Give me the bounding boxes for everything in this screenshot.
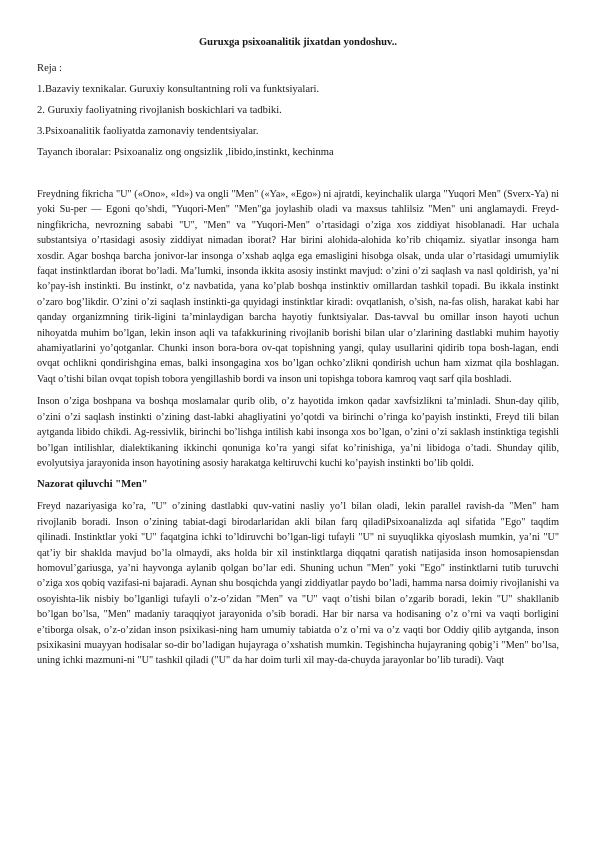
document-page <box>37 36 559 676</box>
plan-item-1: 1.Bazaviy texnikalar. Guruxiy konsultantning roli va funktsiyalari. <box>37 84 320 95</box>
body-paragraph-1: Freydning fikricha "U" («Ono», «Id») va ongli "Men" («Ya», «Ego») ni ajratdi, keyinchalik ularga "Yuqori Men" (Sverx-Ya) ni yoki Su-per — Egoni qo’shdi, "Yuqori-Men" "Men"ga joylashib oladi va maxsus tahlilsiz "Men" uni anglamaydi. Freyd-ningfikricha, nevrozning sababi "U", "Men" va "Yuqori-Men" o’rtasidagi o’ziga xos ziddiyat hisoblanadi. Har uchala substantsiya o’rtasidagi asosiy ziddiyat nimadan iborat? Har birini alohida-alohida ko’rib chiqamiz. siyatlar insonga ham xosdir. Agar boshqa barcha jonivor-lar insonga o’xshab aqlga ega emasligini hisobga olsak, unda ular o’rtasidagi umumiylik faqat instinktlardan iborat bo’ladi. Ma’lumki, insonda ikkita asosiy instinkt mavjud: o’zini o’zi saqlash va nasl qoldirish, ya’ni ko’pay-ish instinkti. Bu instinkt, o‘z navbatida, yana ko’plab boshqa instinktiv omillardan tashkil topadi. Bu ikkala instinkt o’zaro bog’likdir. O’zini o’zi saqlash instinkti-ga quyidagi instinktlar kiradi: ovqatlanish, o’sish, na-fas olish, harakat kabi har qanday organizmning tirik-ligini ta’minlaydigan barcha hayotiy funktsiyalar. Das-tavval bu omillar inson hayoti uchun nihoyatda muhim bo’lgan, lekin inson aqli va tafakkurining rivojlanib borishi bilan ular o’zlarining dastlabki muhim hayotiy ahamiyatlarini yo’qotganlar. Chunki inson bora-bora ov-qat topishning yangi, qulay usullarini qidirib topa bosh-lagan, endi ovqat ochlikni qondirishgina emas, balki insongagina xos bo’lgan ochko’zlikni qondirish uchun ham xizmat qila boshlagan. Vaqt o’tishi bilan ovqat topish tobora yengillashib bordi va inson uni topishga tobora kamroq vaqt sarf qila boshladi. <box>37 189 559 385</box>
plan-label: Reja : <box>37 63 63 74</box>
plan-item-3: 3.Psixoanalitik faoliyatda zamonaviy tendentsiyalar. <box>37 126 259 137</box>
section-paragraph: Freyd nazariyasiga ko’ra, "U" o’zining dastlabki quv-vatini nasliy yo’l bilan oladi, lekin parallel ravish-da "Men" ham rivojlanib boradi. Inson o’zining tabiat-dagi birodarlaridan akli bilan farq qiladiPsixoanalizda aql sifatida "Ego" taqdim qilinadi. Instinktlar yoki "U" faqatgina ichki to’ldiruvchi bo’lgan-ligi tufayli "U" ni suyuqlikka qiyoslash mumkin, ya’ni "U" qat’iy bir shaklda mavjud bo’la olmaydi, aks holda bir xil instinktlarga diqqatni qaratish natijasida inson homosapiensdan homovul’gariusga, ya’ni hayvonga aylanib qolgan bo’lar edi. Shuning uchun "Men" yoki "Ego" instinktlarni tutib turuvchi o’ziga xos qobiq vazifasi-ni bajaradi. Aynan shu bosqichda yangi ziddiyatlar paydo bo’ladi, hamma narsa doimiy rivojlanishi va osoyishta-lik nisbiy bo’lganligi tufayli o’z-o’zidan "Men" va "U" vaqt o’tishi bilan o’zgarib boradi, lekin "U" shakllanib bo’lgan bo’lsa, "Men" madaniy taraqqiyot jarayonida o’sib boradi. Har bir narsa va hodisaning o’z o’rni va vaqti borligini e’tiborga olsak, o’z-o’zidan inson psixikasi-ning ham umumiy tabiatda o’z o’rni va o’z vaqti bor Oddiy qilib aytganda, inson psixikasini muayyan hodisalar so-dir bo’ladigan hujayraga o’xshatish mumkin. Tegishincha hujayraning qobig’i "Men" bo’lsa, uning ichki mazmuni-ni "U" tashkil qiladi ("U" da har doim turli xil may-da-chuyda jarayonlar bo’lib turadi). Vaqt <box>37 501 559 667</box>
section-heading: Nazorat qiluvchi "Men" <box>37 479 148 491</box>
body-paragraph-2: Inson o’ziga boshpana va boshqa moslamalar qurib olib, o’z hayotida imkon qadar xavfsizlikni ta’minladi. Shun-day qilib, o’zini o’zi saqlash instinkti o’zining dast-labki ahagliyatini yo’qotdi va birinchi o’ringa ko’payish instinkti, Freyd tili bilan aytganda libido chikdi. Ag-ressivlik, birinchi bo’lishga intilish kabi insonga xos bo’lgan, o’zini o’zi saklash instinktiga tegishli bo’lgan intilishlar, dialektikaning ikkinchi qonuniga ko’ra yangi sifat ko’rinishiga, ya’ni libidoga o’tadi. Shunday qilib, evolyutsiya jarayonida inson hayotining asosiy harakatga keltiruvchi kuchi ko’payish instinkti bo’lib qoldi. <box>37 396 559 469</box>
document-title: Guruxga psixoanalitik jixatdan yondoshuv.. <box>198 37 398 48</box>
plan-item-2: 2. Guruxiy faoliyatning rivojlanish boskichlari va tadbiki. <box>37 105 282 116</box>
keywords-line: Tayanch iboralar: Psixoanaliz ong ongsizlik ,libido,instinkt, kechinma <box>37 147 334 158</box>
section-spacer <box>37 167 559 187</box>
